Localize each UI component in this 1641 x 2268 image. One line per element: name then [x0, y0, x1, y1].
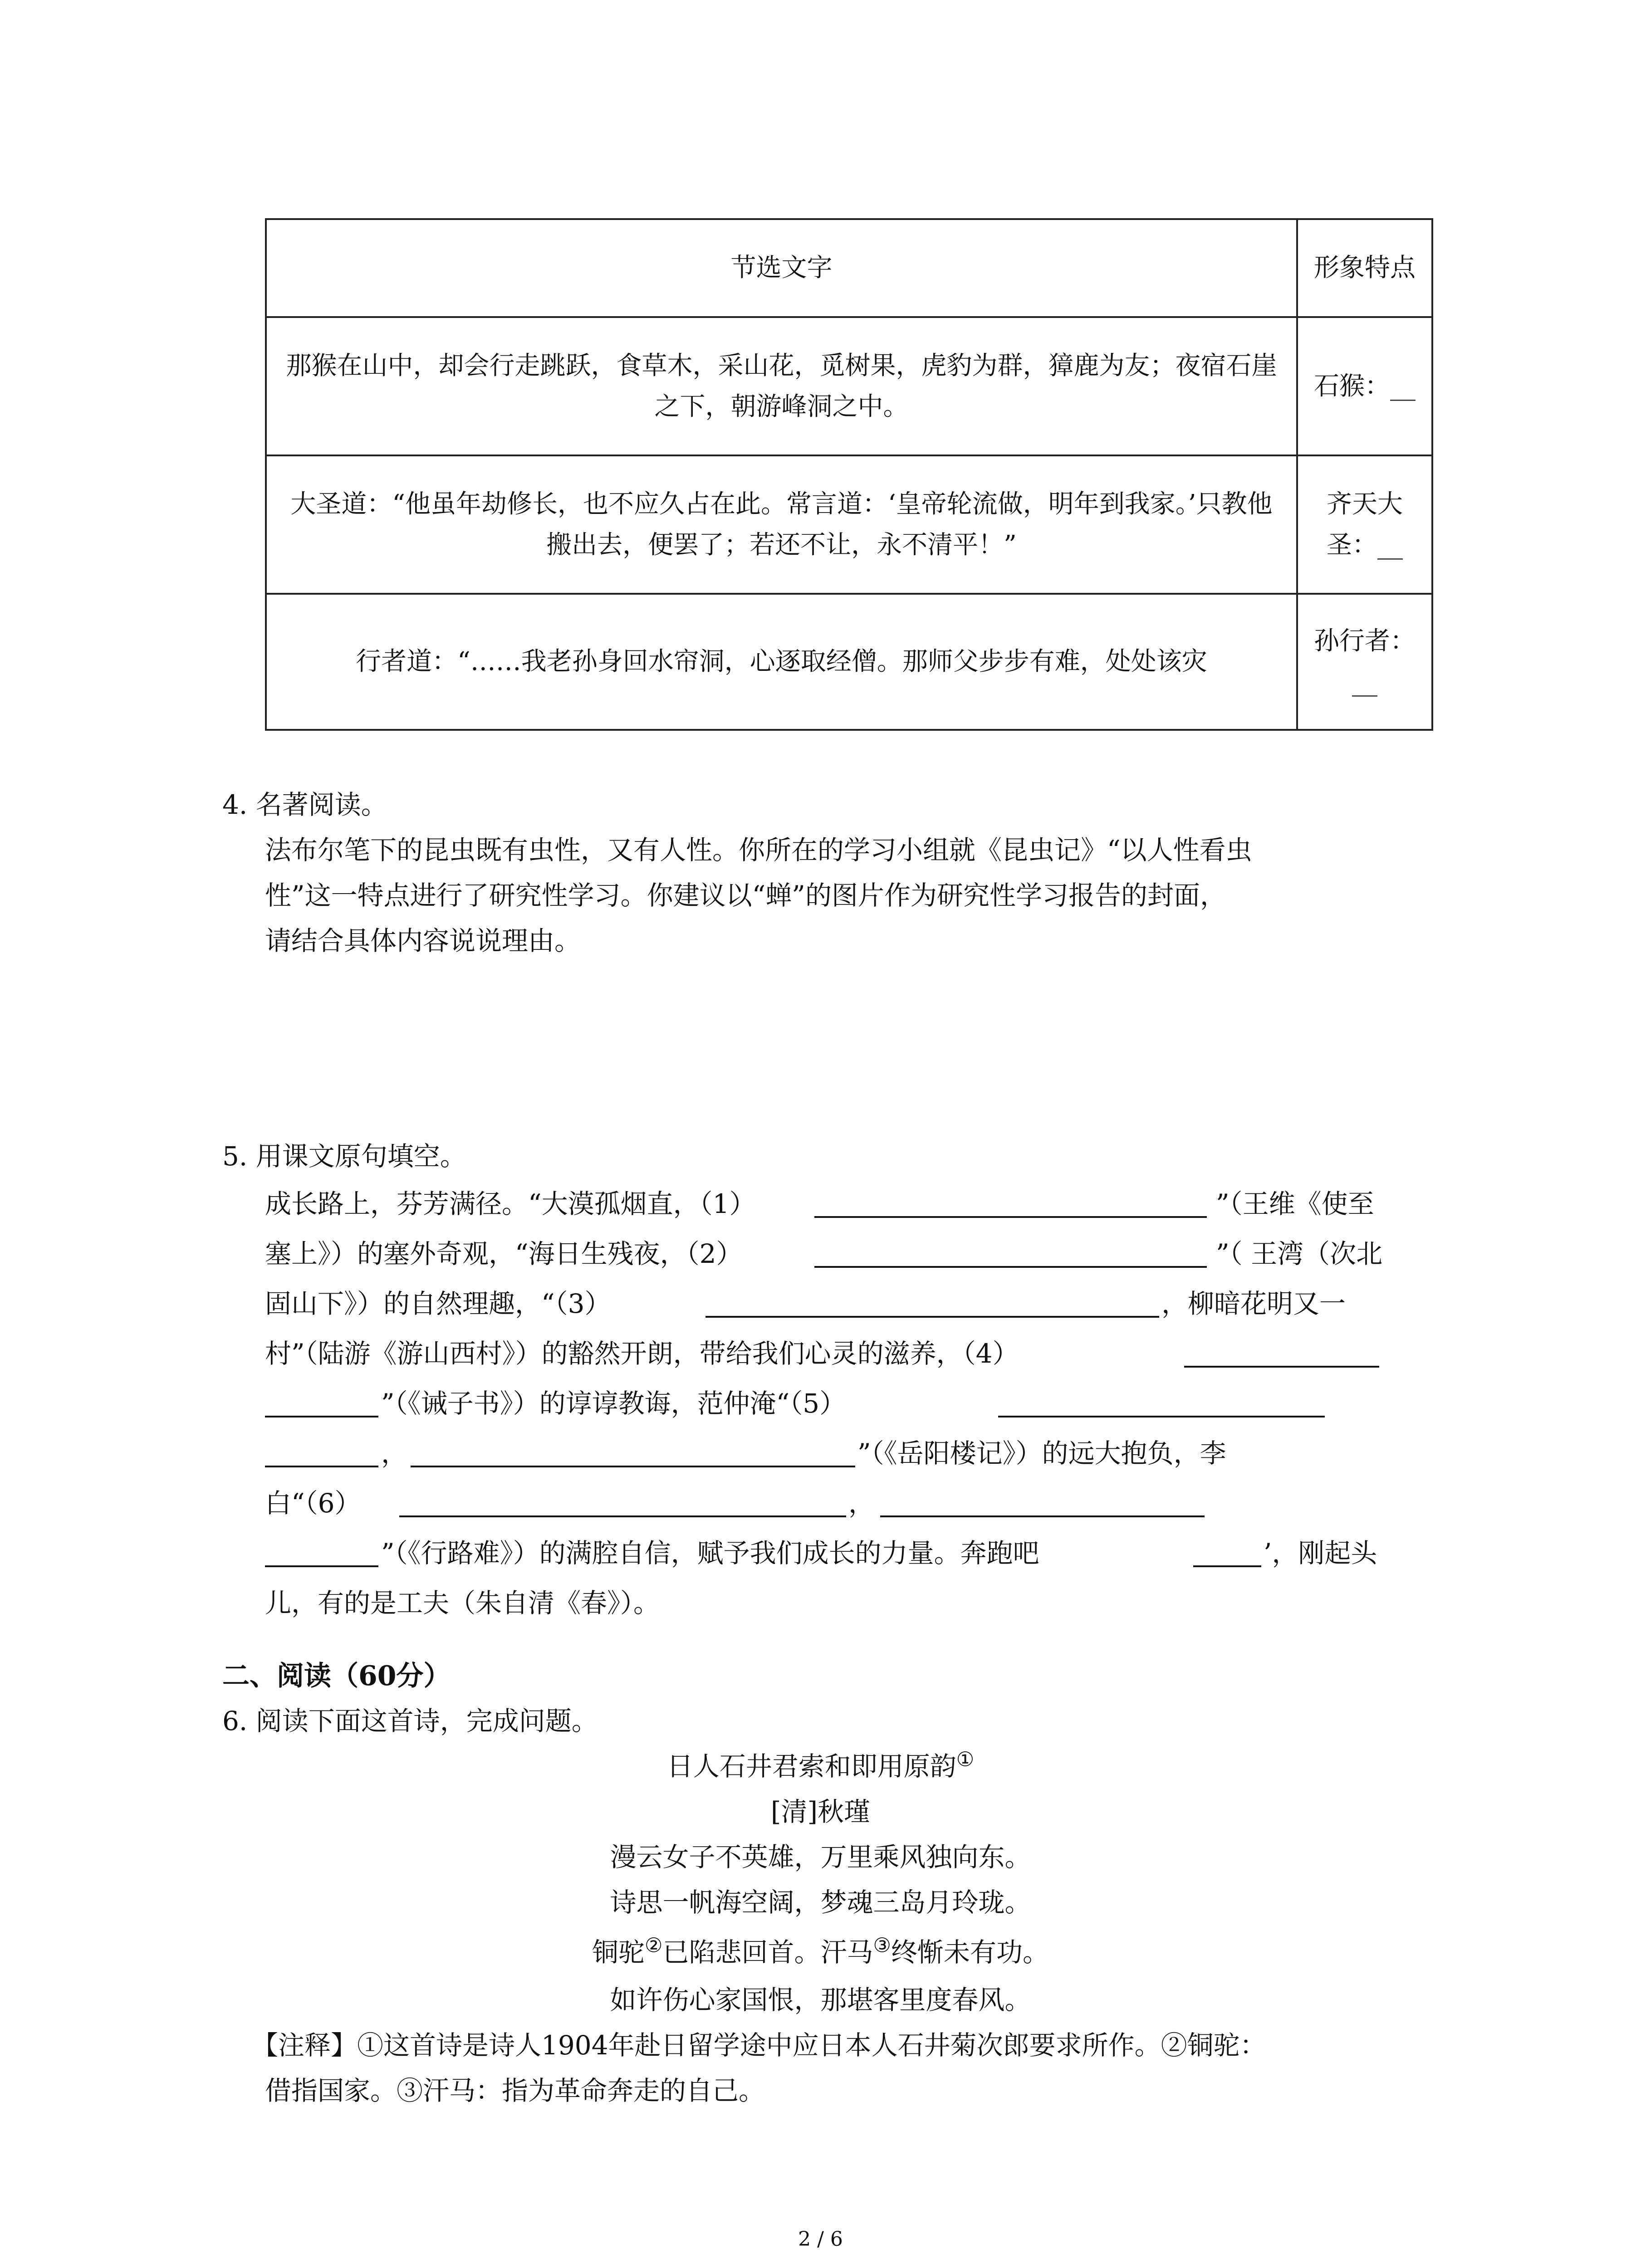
q5-text: ”（《行路难》）的满腔自信，赋予我们成长的力量。奔跑吧: [381, 1538, 1039, 1569]
q5-text: ”（王维《使至: [1216, 1188, 1374, 1219]
table-cell-trait: 齐天大圣：__: [1297, 455, 1432, 594]
table-cell-trait: 孙行者：__: [1297, 594, 1432, 730]
fill-blank-3[interactable]: [705, 1316, 1159, 1318]
q5-text: 儿，有的是工夫（朱自清《春》）。: [265, 1588, 660, 1618]
fill-blank-6b[interactable]: [880, 1515, 1205, 1517]
q5-text: 村”（陆游《游山西村》）的豁然开朗，带给我们心灵的滋养，（4）: [265, 1338, 1019, 1369]
q4-line: 请结合具体内容说说理由。: [265, 925, 581, 956]
table-cell-text: 行者道：“……我老孙身回水帘洞，心逐取经僧。那师父步步有难，处处该灾: [266, 594, 1297, 730]
notes-line: 借指国家。③汗马：指为革命奔走的自己。: [265, 2075, 765, 2106]
footnote-mark: ③: [873, 1934, 891, 1957]
q4-title: 4. 名著阅读。: [222, 789, 387, 820]
footnote-mark: ②: [645, 1934, 663, 1957]
poem-line: 诗思一帆海空阔，梦魂三岛月玲珑。: [610, 1887, 1031, 1918]
fill-blank-1[interactable]: [814, 1216, 1207, 1218]
q6-title: 6. 阅读下面这首诗，完成问题。: [222, 1706, 598, 1736]
poem-line: 铜驼②已陷悲回首。汗马③终惭未有功。: [592, 1934, 1049, 1968]
q5-text: ，: [848, 1488, 875, 1519]
q5-text: 固山下》）的自然理趣，“（3）: [265, 1288, 611, 1319]
q5-text: 塞上》）的塞外奇观，“海日生残夜，（2）: [265, 1238, 743, 1269]
fill-blank-2[interactable]: [814, 1266, 1207, 1268]
poem-line: 漫云女子不英雄，万里乘风独向东。: [610, 1842, 1031, 1872]
table-cell-text: 大圣道：“他虽年劫修长，也不应久占在此。常言道：‘皇帝轮流做，明年到我家。’只教他搬出去，便罢了；若还不让，永不清平！”: [266, 455, 1297, 594]
q5-title: 5. 用课文原句填空。: [222, 1141, 466, 1172]
q4-line: 法布尔笔下的昆虫既有虫性，又有人性。你所在的学习小组就《昆虫记》“以人性看虫: [265, 835, 1252, 865]
fill-blank-5a[interactable]: [998, 1416, 1325, 1418]
notes-line: 【注释】①这首诗是诗人1904年赴日留学途中应日本人石井菊次郎要求所作。②铜驼：: [252, 2030, 1266, 2061]
table-header-text: 节选文字: [266, 219, 1297, 317]
q4-line: 性”这一特点进行了研究性学习。你建议以“蝉”的图片作为研究性学习报告的封面，: [265, 880, 1226, 911]
section-heading: 二、阅读（60分）: [222, 1660, 451, 1692]
fill-blank-7[interactable]: [1193, 1565, 1261, 1567]
table-header-trait: 形象特点: [1297, 219, 1432, 317]
poem-line: 如许伤心家国恨，那堪客里度春风。: [610, 1984, 1031, 2015]
q5-text: 白“（6）: [265, 1488, 361, 1519]
fill-blank-6a[interactable]: [399, 1515, 846, 1517]
table-cell-text: 那猴在山中，却会行走跳跃，食草木，采山花，觅树果，虎豹为群，獐鹿为友；夜宿石崖之下，朝游峰洞之中。: [266, 317, 1297, 455]
fill-blank-5c[interactable]: [411, 1466, 855, 1467]
q5-text: ，柳暗花明又一: [1161, 1288, 1346, 1319]
q5-text: 成长路上，芬芳满径。“大漠孤烟直，（1）: [265, 1188, 756, 1219]
poem-author: [清]秋瑾: [770, 1796, 871, 1827]
poem-title: 日人石井君索和即用原韵①: [666, 1748, 975, 1782]
q5-text: ”（《岳阳楼记》）的远大抱负，李: [857, 1438, 1226, 1469]
table-cell-trait: 石猴：__: [1297, 317, 1432, 455]
fill-blank-4a[interactable]: [1184, 1366, 1379, 1368]
character-table: [265, 218, 1433, 731]
fill-blank-6c[interactable]: [265, 1565, 378, 1567]
footnote-mark: ①: [956, 1748, 975, 1771]
q5-text: ’，刚起头: [1264, 1538, 1377, 1569]
page-number: 2 / 6: [798, 2228, 843, 2251]
q5-text: ”（ 王湾（次北: [1216, 1238, 1383, 1269]
q5-text: ，: [381, 1438, 408, 1469]
q5-text: ”（《诫子书》）的谆谆教诲，范仲淹“（5）: [381, 1388, 846, 1419]
fill-blank-4b[interactable]: [265, 1416, 378, 1418]
fill-blank-5b[interactable]: [265, 1466, 378, 1467]
